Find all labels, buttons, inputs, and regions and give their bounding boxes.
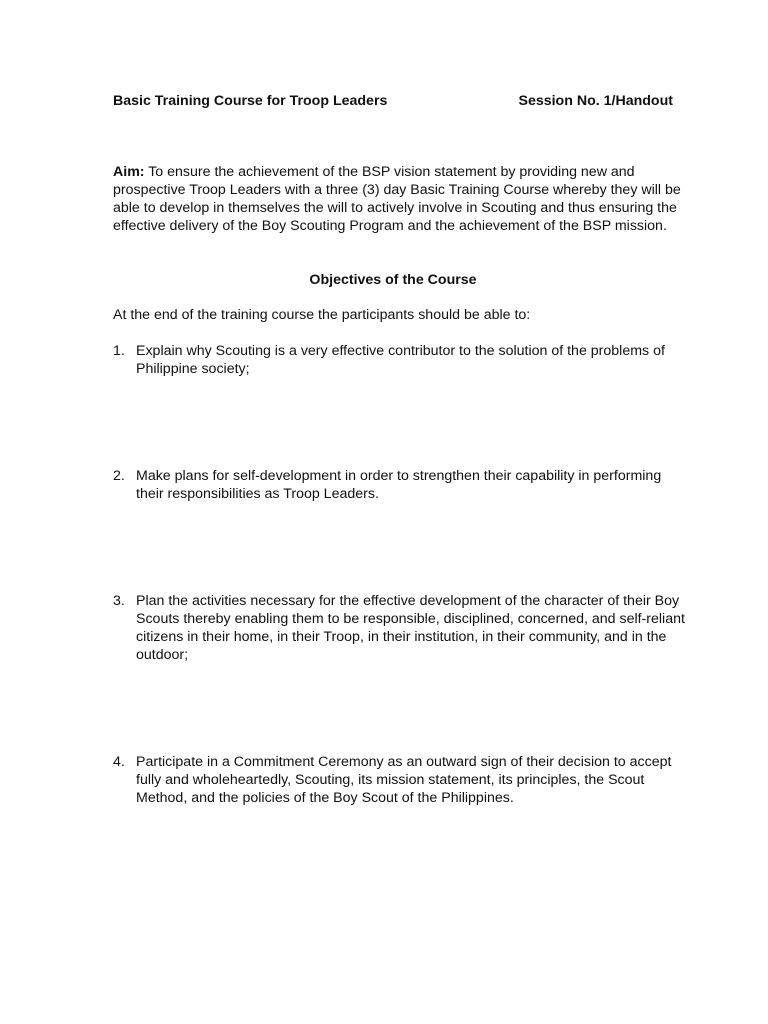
session-label: Session No. 1/Handout <box>518 93 673 109</box>
objective-item-1 <box>113 342 688 378</box>
objective-number: 4. <box>113 754 125 770</box>
objectives-heading: Objectives of the Course <box>309 272 477 288</box>
objective-text: Plan the activities necessary for the effective development of the character of their Boy Scouts thereby enabling them to be responsible, disciplined, concerned, and self-reliant citizens in their home, in their Troop, in their institution, in their community, and in the outdoor; <box>136 593 685 663</box>
aim-text: To ensure the achievement of the BSP vision statement by providing new and prospective Troop Leaders with a three (3) day Basic Training Course whereby they will be able to develop in themselves the will to actively involve in Scouting and thus ensuring the effective delivery of the Boy Scouting Program and the achievement of the BSP mission. <box>113 164 681 234</box>
objective-item-2 <box>113 467 688 503</box>
objective-number: 1. <box>113 343 125 359</box>
objective-number: 2. <box>113 468 125 484</box>
objective-item-4 <box>113 753 688 807</box>
objective-number: 3. <box>113 593 125 609</box>
document-header <box>113 92 673 112</box>
course-title: Basic Training Course for Troop Leaders <box>113 93 388 109</box>
objectives-intro: At the end of the training course the participants should be able to: <box>113 307 531 323</box>
objective-text: Make plans for self-development in order to strengthen their capability in performing their responsibilities as Troop Leaders. <box>136 468 662 502</box>
objective-text: Participate in a Commitment Ceremony as an outward sign of their decision to accept fully and wholeheartedly, Scouting, its mission statement, its principles, the Scout Method, and the policies of the Boy Scout of the Philippines. <box>136 754 672 806</box>
objective-text: Explain why Scouting is a very effective contributor to the solution of the problems of Philippine society; <box>136 343 665 377</box>
aim-paragraph <box>113 163 683 235</box>
aim-label: Aim: <box>113 164 145 180</box>
objective-item-3 <box>113 592 688 664</box>
